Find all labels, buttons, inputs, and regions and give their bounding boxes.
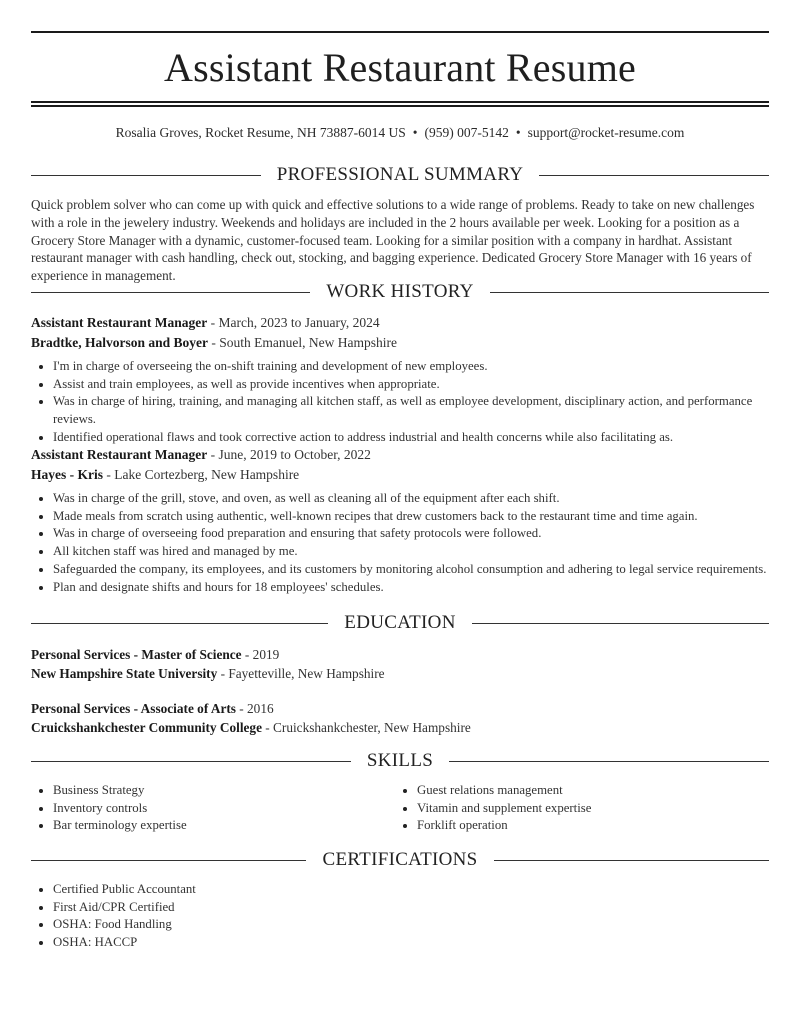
contact-email[interactable]: support@rocket-resume.com [527, 125, 685, 140]
list-item: OSHA: Food Handling [31, 916, 769, 934]
job-entry [31, 445, 769, 596]
list-item: Forklift operation [395, 817, 759, 835]
list-item: Bar terminology expertise [31, 817, 395, 835]
section-title: SKILLS [366, 750, 434, 771]
section-title: EDUCATION [344, 612, 456, 633]
list-item: I'm in charge of overseeing the on-shift training and development of new employees. [31, 358, 769, 376]
contact-phone: (959) 007-5142 [424, 125, 509, 140]
education-location: - Cruickshankchester, New Hampshire [261, 720, 471, 735]
divider-line [449, 761, 769, 762]
skills-list [31, 782, 769, 835]
list-item: First Aid/CPR Certified [31, 899, 769, 917]
list-item: Was in charge of overseeing food preparation and ensuring that safety protocols were followed. [31, 525, 769, 543]
education-degree: Personal Services - Master of Science [31, 647, 242, 662]
section-title: PROFESSIONAL SUMMARY [276, 164, 524, 185]
job-location: - South Emanuel, New Hampshire [208, 334, 397, 350]
section-title: CERTIFICATIONS [322, 849, 478, 870]
list-item: Plan and designate shifts and hours for 18 employees' schedules. [31, 579, 769, 597]
job-company: Bradtke, Halvorson and Boyer [31, 334, 209, 350]
section-heading-education [31, 611, 769, 635]
divider-line [472, 623, 769, 624]
divider-line [31, 761, 351, 762]
education-school: Cruickshankchester Community College [31, 720, 262, 735]
section-title: WORK HISTORY [326, 281, 474, 302]
list-item: Certified Public Accountant [31, 881, 769, 899]
section-heading-certifications [31, 848, 769, 872]
divider-line [31, 623, 328, 624]
list-item: OSHA: HACCP [31, 934, 769, 952]
education-location: - Fayetteville, New Hampshire [217, 666, 385, 681]
list-item: Made meals from scratch using authentic, well-known recipes that drew customers back to the restaurant time and time again. [31, 508, 769, 526]
job-title: Assistant Restaurant Manager [31, 447, 208, 462]
job-dates: - March, 2023 to January, 2024 [207, 315, 380, 330]
divider-line [31, 292, 310, 293]
divider-line [31, 175, 261, 176]
contact-address: Rosalia Groves, Rocket Resume, NH 73887-6014 US [115, 125, 406, 140]
list-item: Guest relations management [395, 782, 759, 800]
list-item: Vitamin and supplement expertise [395, 800, 759, 818]
bullet-separator: • [515, 125, 521, 140]
skills-column-left [31, 782, 395, 835]
divider-line [539, 175, 769, 176]
job-company: Hayes - Kris [31, 466, 103, 482]
header-double-rule-lower [31, 105, 769, 107]
list-item: Business Strategy [31, 782, 395, 800]
job-title: Assistant Restaurant Manager [31, 315, 208, 330]
divider-line [31, 860, 306, 861]
resume-title: Assistant Restaurant Resume [163, 45, 636, 90]
section-heading-work-history [31, 280, 769, 304]
list-item: Safeguarded the company, its employees, and its customers by monitoring alcohol consumption and adhering to legal service requirements. [31, 561, 769, 579]
divider-line [494, 860, 769, 861]
skills-column-right [395, 782, 759, 835]
job-entry [31, 313, 769, 447]
header-double-rule-upper [31, 101, 769, 103]
job-bullets [31, 358, 769, 447]
job-bullets [31, 490, 769, 596]
education-school: New Hampshire State University [31, 666, 218, 681]
summary-text: Quick problem solver who can come up with quick and effective solutions to a wide range of problems. Ready to take on new challenges with a role in the jewelery industry. Weekends and holidays are included in the 2 hours available per week. Looking for a position as a Grocery Store Manager with a dynamic, customer-focused team. Looking for a similar position with a company in hardhat. Assistant restaurant manager with cash handling, check out, stocking, and bagging experience. Dedicated Grocery Store Manager with 16 years of experience in management. [31, 197, 755, 284]
list-item: Identified operational flaws and took corrective action to address industrial and health concerns while also facilitating as. [31, 429, 769, 447]
list-item: Was in charge of the grill, stove, and oven, as well as cleaning all of the equipment after each shift. [31, 490, 769, 508]
education-entry [31, 645, 769, 683]
bullet-separator: • [412, 125, 418, 140]
job-dates: - June, 2019 to October, 2022 [207, 447, 371, 462]
education-entry [31, 699, 769, 737]
header-top-rule [31, 31, 769, 33]
list-item: Inventory controls [31, 800, 395, 818]
education-degree: Personal Services - Associate of Arts [31, 701, 236, 716]
education-year: - 2019 [241, 647, 280, 662]
list-item: All kitchen staff was hired and managed by me. [31, 543, 769, 561]
divider-line [490, 292, 769, 293]
education-year: - 2016 [235, 701, 274, 716]
list-item: Was in charge of hiring, training, and managing all kitchen staff, as well as employee development, disciplinary action, and performance reviews. [31, 393, 769, 428]
list-item: Assist and train employees, as well as provide incentives when appropriate. [31, 376, 769, 394]
job-location: - Lake Cortezberg, New Hampshire [103, 466, 300, 482]
contact-line [31, 124, 769, 142]
section-heading-summary [31, 163, 769, 187]
section-heading-skills [31, 749, 769, 773]
certifications-list [31, 881, 769, 952]
